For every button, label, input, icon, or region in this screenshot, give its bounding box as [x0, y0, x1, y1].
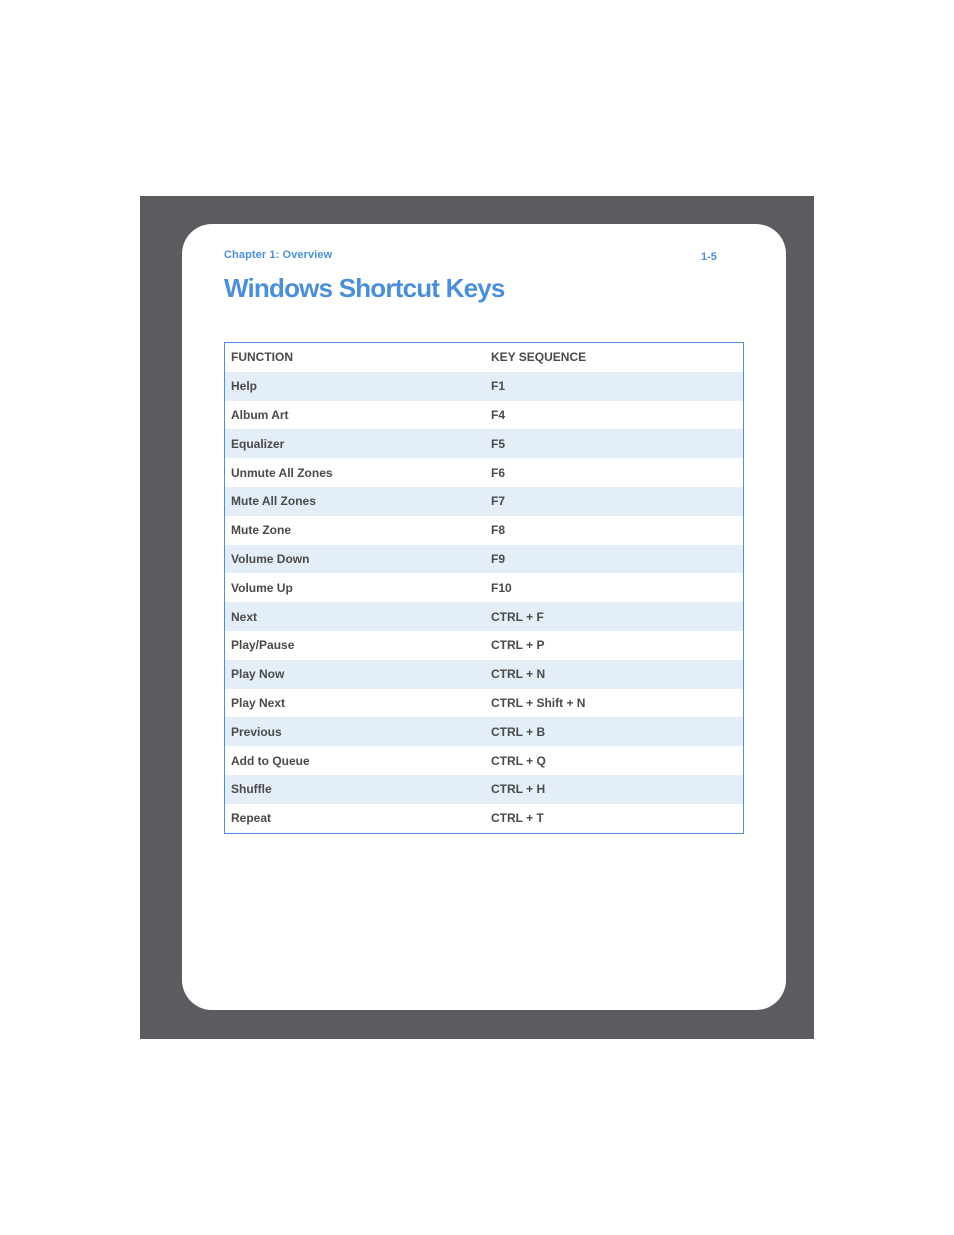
table-row	[225, 401, 743, 430]
function-cell: Play Next	[225, 689, 485, 718]
key-sequence-cell: CTRL + N	[485, 660, 743, 689]
key-sequence-cell: CTRL + T	[485, 804, 743, 833]
header-function: FUNCTION	[231, 350, 293, 365]
function-cell: Volume Up	[225, 573, 485, 602]
function-cell: Album Art	[225, 401, 485, 430]
key-sequence-cell: F7	[485, 487, 743, 516]
key-sequence-cell: CTRL + Q	[485, 746, 743, 775]
table-row	[225, 372, 743, 401]
chapter-label: Chapter 1: Overview	[224, 249, 333, 261]
table-row	[225, 429, 743, 458]
function-cell: Help	[225, 372, 485, 401]
table-row	[225, 545, 743, 574]
key-sequence-cell: F4	[485, 401, 743, 430]
key-sequence-cell: F9	[485, 545, 743, 574]
key-sequence-cell: CTRL + F	[485, 602, 743, 631]
key-sequence-cell: F8	[485, 516, 743, 545]
table-row	[225, 689, 743, 718]
document-page	[182, 224, 786, 1010]
function-cell: Shuffle	[225, 775, 485, 804]
table-row	[225, 516, 743, 545]
header-key-sequence: KEY SEQUENCE	[491, 350, 587, 365]
page-title: Windows Shortcut Keys	[224, 273, 505, 303]
key-sequence-cell: F1	[485, 372, 743, 401]
key-sequence-cell: CTRL + P	[485, 631, 743, 660]
table-row	[225, 487, 743, 516]
table-row	[225, 804, 743, 833]
table-row	[225, 602, 743, 631]
function-cell: Next	[225, 602, 485, 631]
table-row	[225, 660, 743, 689]
key-sequence-cell: F5	[485, 429, 743, 458]
function-cell: Previous	[225, 717, 485, 746]
page-number: 1-5	[701, 251, 717, 263]
table-row	[225, 717, 743, 746]
function-cell: Unmute All Zones	[225, 458, 485, 487]
key-sequence-cell: F10	[485, 573, 743, 602]
shortcut-table-container	[224, 342, 744, 834]
function-cell: Play Now	[225, 660, 485, 689]
function-cell: Mute All Zones	[225, 487, 485, 516]
table-row	[225, 573, 743, 602]
function-cell: Volume Down	[225, 545, 485, 574]
function-cell: Play/Pause	[225, 631, 485, 660]
function-cell: Add to Queue	[225, 746, 485, 775]
table-header-row	[225, 343, 743, 372]
table-row	[225, 631, 743, 660]
function-cell: Equalizer	[225, 429, 485, 458]
table-row	[225, 458, 743, 487]
table-row	[225, 746, 743, 775]
table-row	[225, 775, 743, 804]
key-sequence-cell: F6	[485, 458, 743, 487]
function-cell: Repeat	[225, 804, 485, 833]
key-sequence-cell: CTRL + Shift + N	[485, 689, 743, 718]
key-sequence-cell: CTRL + H	[485, 775, 743, 804]
key-sequence-cell: CTRL + B	[485, 717, 743, 746]
shortcut-table	[225, 343, 743, 833]
function-cell: Mute Zone	[225, 516, 485, 545]
